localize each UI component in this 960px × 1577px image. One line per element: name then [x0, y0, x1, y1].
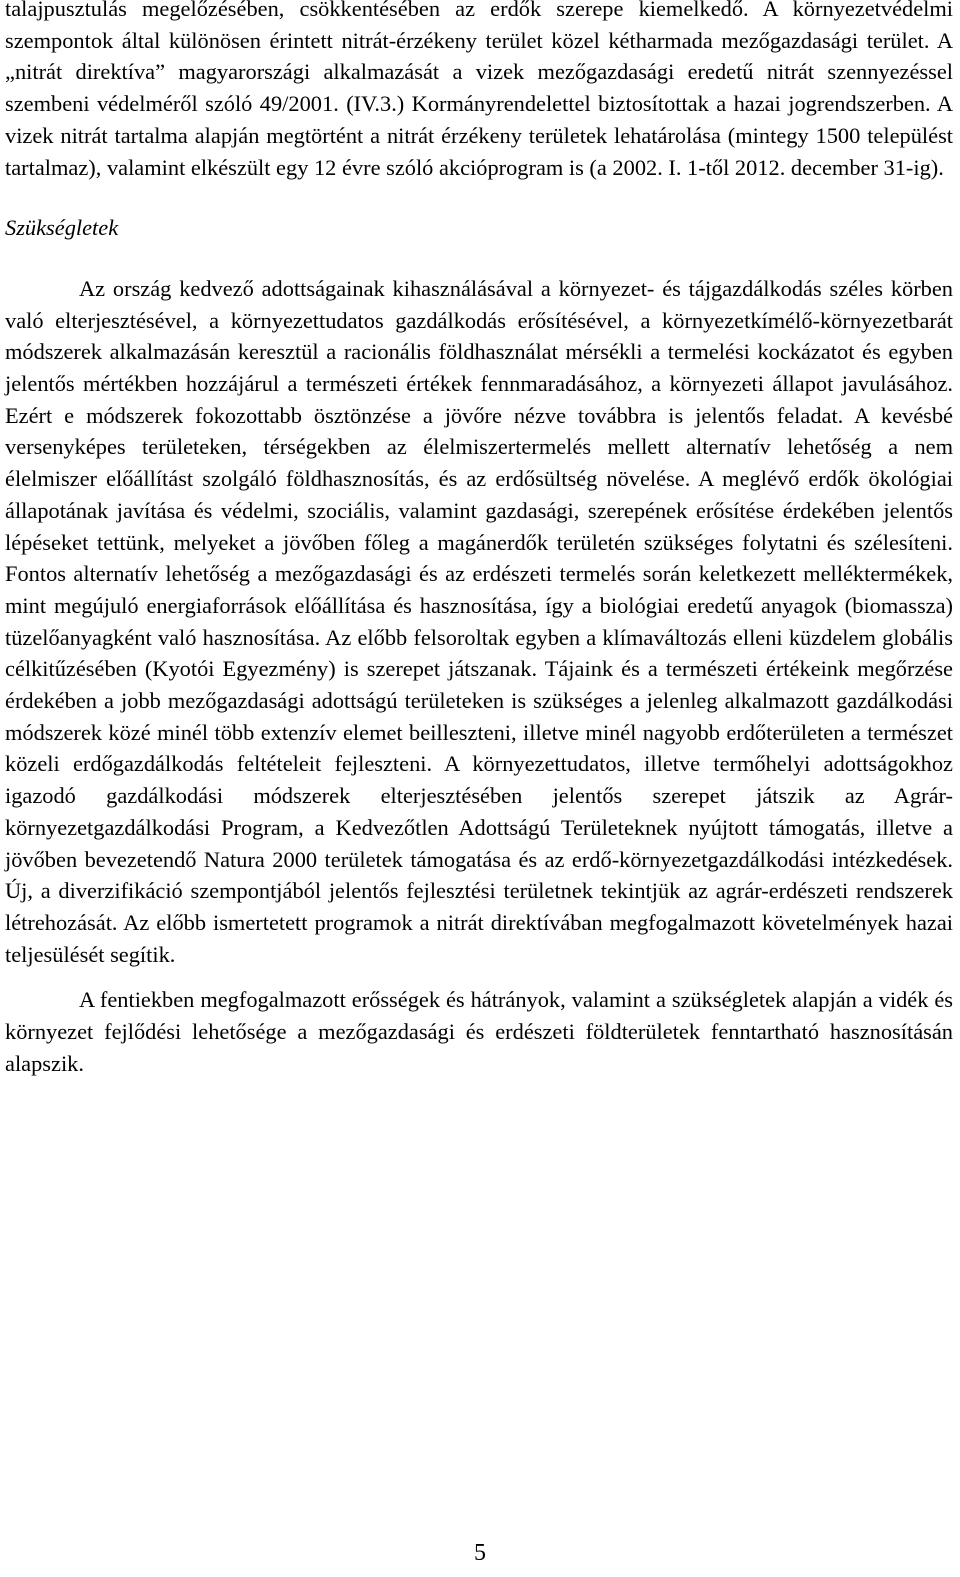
document-page — [5, 0, 953, 1080]
intro-paragraph: talajpusztulás megelőzésében, csökkentésében az erdők szerepe kiemelkedő. A környezetvédelmi szempontok által különösen érintett nitrát-érzékeny terület közel kétharmada mezőgazdasági terület. A „nitrát direktíva” magyarországi alkalmazását a vizek mezőgazdasági eredetű nitrát szennyezéssel szembeni védelméről szóló 49/2001. (IV.3.) Kormányrendelettel biztosítottak a hazai jogrendszerben. A vizek nitrát tartalma alapján megtörtént a nitrát érzékeny területek lehatárolása (mintegy 1500 települést tartalmaz), valamint elkészült egy 12 évre szóló akcióprogram is (a 2002. I. 1-től 2012. december 31-ig). — [5, 0, 953, 180]
body-paragraph-2: A fentiekben megfogalmazott erősségek és hátrányok, valamint a szükségletek alapján a vidék és környezet fejlődési lehetősége a mezőgazdasági és erdészeti földterületek fenntartható hasznosításán alapszik. — [5, 987, 953, 1076]
page-number: 5 — [474, 1540, 486, 1566]
section-heading: Szükségletek — [5, 215, 119, 241]
body-paragraph-1: Az ország kedvező adottságainak kihasználásával a környezet- és tájgazdálkodás széles körben való elterjesztésével, a környezettudatos gazdálkodás erősítésével, a környezetkímélő-környezetbarát módszerek alkalmazásán keresztül a racionális földhasználat mérsékli a termelési kockázatot és egyben jelentős mértékben hozzájárul a természeti értékek fennmaradásához, a környezeti állapot javulásához. Ezért e módszerek fokozottabb ösztönzése a jövőre nézve továbbra is jelentős feladat. A kevésbé versenyképes területeken, térségekben az élelmiszertermelés mellett alternatív lehetőség a nem élelmiszer előállítást szolgáló földhasznosítás, és az erdősültség növelése. A meglévő erdők ökológiai állapotának javítása és védelmi, szociális, valamint gazdasági, szerepének erősítése érdekében jelentős lépéseket tettünk, melyeket a jövőben főleg a magánerdők területén szükséges folytatni és szélesíteni. Fontos alternatív lehetőség a mezőgazdasági és az erdészeti termelés során keletkezett melléktermékek, mint megújuló energiaforrások előállítása és hasznosítása, így a biológiai eredetű anyagok (biomassza) tüzelőanyagként való hasznosítása. Az előbb felsoroltak egyben a klímaváltozás elleni küzdelem globális célkitűzésében (Kyotói Egyezmény) is szerepet játszanak. Tájaink és a természeti értékeink megőrzése érdekében a jobb mezőgazdasági adottságú területeken is szükséges a jelenleg alkalmazott gazdálkodási módszerek közé minél több extenzív elemet beilleszteni, illetve minél nagyobb erdőterületen a természet közeli erdőgazdálkodás feltételeit fejleszteni. A környezettudatos, illetve termőhelyi adottságokhoz igazodó gazdálkodási módszerek elterjesztésében jelentős szerepet játszik az Agrár-környezetgazdálkodási Program, a Kedvezőtlen Adottságú Területeknek nyújtott támogatás, illetve a jövőben bevezetendő Natura 2000 területek támogatása és az erdő-környezetgazdálkodási intézkedések. Új, a diverzifikáció szempontjából jelentős fejlesztési területnek tekintjük az agrár-erdészeti rendszerek létrehozását. Az előbb ismertetett programok a nitrát direktívában megfogalmazott követelmények hazai teljesülését segítik. — [5, 275, 953, 967]
